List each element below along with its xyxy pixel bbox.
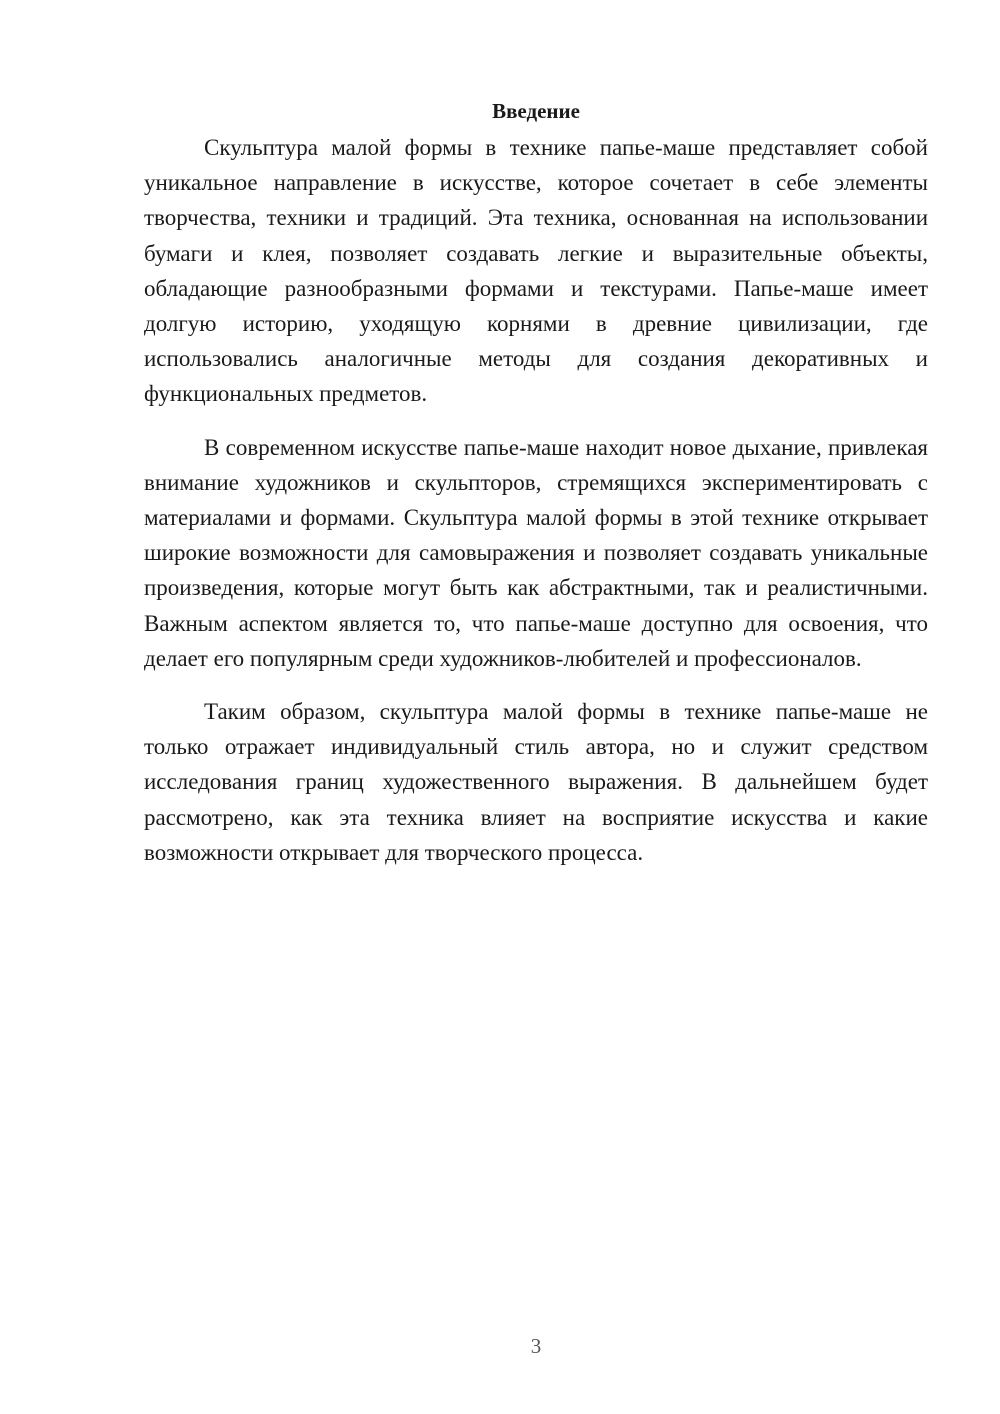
paragraph-1: Скульптура малой формы в технике папье-маше представляет собой уникальное направление в искусстве, которое сочетает в себе элементы творчества, техники и традиций. Эта техника, основанная на использовании бумаги и клея, позволяет создавать легкие и выразительные объекты, обладающие разнообразными формами и текстурами. Папье-маше имеет долгую историю, уходящую корнями в древние цивилизации, где использовались аналогичные методы для создания декоративных и функциональных предметов. — [144, 135, 928, 407]
paragraph-2: В современном искусстве папье-маше находит новое дыхание, привлекая внимание художников и скульпторов, стремящихся экспериментировать с материалами и формами. Скульптура малой формы в этой технике открывает широкие возможности для самовыражения и позволяет создавать уникальные произведения, которые могут быть как абстрактными, так и реалистичными. Важным аспектом является то, что папье-маше доступно для освоения, что делает его популярным среди художников-любителей и профессионалов. — [144, 434, 928, 671]
page-number: 3 — [530, 1334, 542, 1358]
paragraph-3: Таким образом, скульптура малой формы в технике папье-маше не только отражает индивидуальный стиль автора, но и служит средством исследования границ художественного выражения. В дальнейшем будет рассмотрено, как эта техника влияет на восприятие искусства и какие возможности открывает для творческого процесса. — [144, 699, 928, 865]
section-heading: Введение — [492, 99, 580, 123]
page-content — [144, 96, 928, 888]
